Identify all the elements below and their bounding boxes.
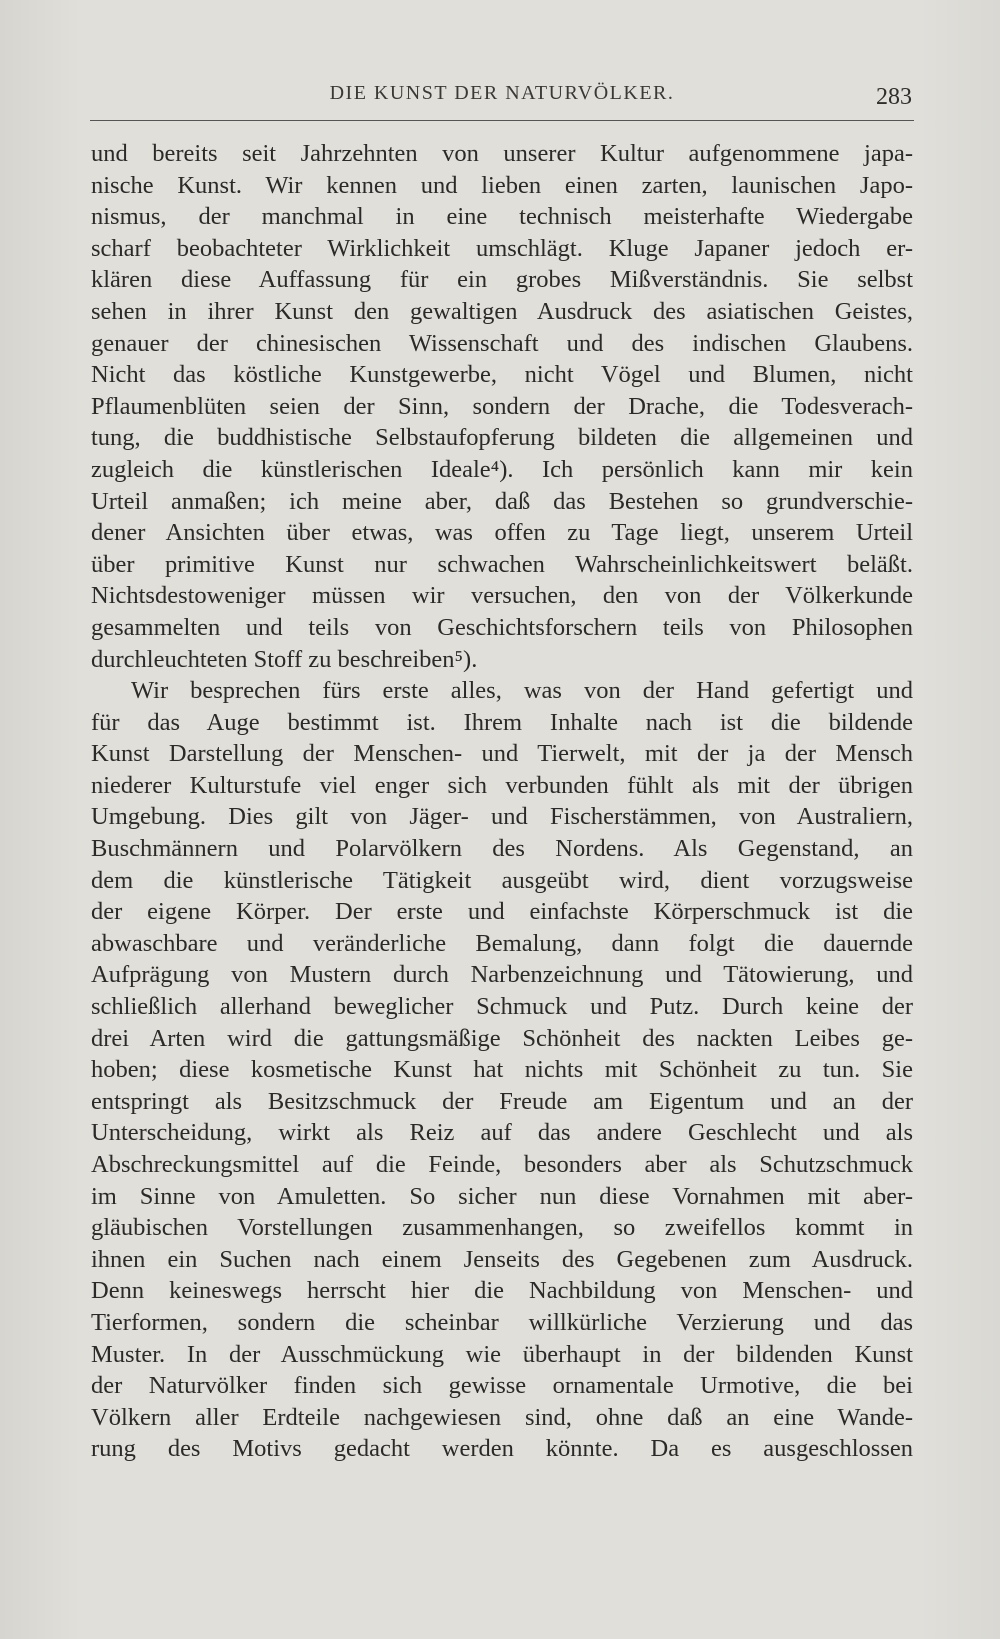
text-line: Nichtsdestoweniger müssen wir versuchen, den von der Völkerkunde	[91, 582, 913, 610]
page-number: 283	[876, 84, 912, 110]
text-line: ihnen ein Suchen nach einem Jenseits des Gegebenen zum Ausdruck.	[91, 1245, 913, 1273]
page-header	[90, 80, 914, 121]
text-line: Umgebung. Dies gilt von Jäger- und Fischerstämmen, von Australiern,	[91, 803, 913, 831]
text-line: Aufprägung von Mustern durch Narbenzeichnung und Tätowierung, und	[91, 961, 913, 989]
text-line: rung des Motivs gedacht werden könnte. Da es ausgeschlossen	[91, 1435, 913, 1463]
text-line: dener Ansichten über etwas, was offen zu Tage liegt, unserem Urteil	[91, 519, 913, 547]
text-line: niederer Kulturstufe viel enger sich verbunden fühlt als mit der übrigen	[91, 771, 913, 799]
text-line: dem die künstlerische Tätigkeit ausgeübt wird, dient vorzugsweise	[91, 866, 913, 894]
text-line: der eigene Körper. Der erste und einfachste Körperschmuck ist die	[91, 898, 913, 926]
text-line: Urteil anmaßen; ich meine aber, daß das Bestehen so grundverschie-	[91, 487, 913, 515]
text-line: Tierformen, sondern die scheinbar willkürliche Verzierung und das	[91, 1308, 913, 1336]
text-line: Pflaumenblüten seien der Sinn, sondern der Drache, die Todesverach-	[91, 392, 913, 420]
text-line: nische Kunst. Wir kennen und lieben einen zarten, launischen Japo-	[91, 171, 913, 199]
text-line: zugleich die künstlerischen Ideale⁴). Ich persönlich kann mir kein	[91, 455, 913, 483]
text-line: schließlich allerhand beweglicher Schmuck und Putz. Durch keine der	[91, 993, 913, 1021]
text-line: im Sinne von Amuletten. So sicher nun diese Vornahmen mit aber-	[91, 1182, 913, 1210]
text-line: über primitive Kunst nur schwachen Wahrscheinlichkeitswert beläßt.	[91, 550, 913, 578]
text-line: nismus, der manchmal in eine technisch meisterhafte Wiedergabe	[91, 203, 913, 231]
text-line: Buschmännern und Polarvölkern des Nordens. Als Gegenstand, an	[91, 835, 913, 863]
text-line: Völkern aller Erdteile nachgewiesen sind, ohne daß an eine Wande-	[91, 1403, 913, 1431]
text-line: hoben; diese kosmetische Kunst hat nichts mit Schönheit zu tun. Sie	[91, 1056, 913, 1084]
text-line: Nicht das köstliche Kunstgewerbe, nicht Vögel und Blumen, nicht	[91, 361, 913, 389]
text-line: durchleuchteten Stoff zu beschreiben⁵).	[91, 645, 478, 673]
running-title: DIE KUNST DER NATURVÖLKER.	[329, 82, 675, 104]
text-line: Unterscheidung, wirkt als Reiz auf das andere Geschlecht und als	[91, 1119, 913, 1147]
text-line: abwaschbare und veränderliche Bemalung, dann folgt die dauernde	[91, 929, 913, 957]
text-line: tung, die buddhistische Selbstaufopferung bildeten die allgemeinen und	[91, 424, 913, 452]
text-line: Denn keineswegs herrscht hier die Nachbildung von Menschen- und	[91, 1277, 913, 1305]
text-line: scharf beobachteter Wirklichkeit umschlägt. Kluge Japaner jedoch er-	[91, 234, 913, 262]
text-line: sehen in ihrer Kunst den gewaltigen Ausdruck des asiatischen Geistes,	[91, 297, 913, 325]
text-line: der Naturvölker finden sich gewisse ornamentale Urmotive, die bei	[91, 1372, 913, 1400]
text-line: und bereits seit Jahrzehnten von unserer Kultur aufgenommene japa-	[91, 140, 913, 167]
text-line: entspringt als Besitzschmuck der Freude am Eigentum und an der	[91, 1087, 913, 1115]
text-line: drei Arten wird die gattungsmäßige Schönheit des nackten Leibes ge-	[91, 1024, 913, 1052]
text-line: klären diese Auffassung für ein grobes Mißverständnis. Sie selbst	[91, 266, 913, 294]
text-line: Abschreckungsmittel auf die Feinde, besonders aber als Schutzschmuck	[91, 1151, 913, 1178]
text-line: gesammelten und teils von Geschichtsforschern teils von Philosophen	[91, 613, 913, 641]
text-line: Kunst Darstellung der Menschen- und Tierwelt, mit der ja der Mensch	[91, 740, 913, 768]
text-line: Muster. In der Ausschmückung wie überhaupt in der bildenden Kunst	[91, 1340, 913, 1368]
text-line: für das Auge bestimmt ist. Ihrem Inhalte nach ist die bildende	[91, 708, 913, 736]
body-text	[91, 138, 913, 1465]
text-line: genauer der chinesischen Wissenschaft und des indischen Glaubens.	[91, 329, 913, 357]
paragraph-first-line: Wir besprechen fürs erste alles, was von der Hand gefertigt und	[131, 677, 913, 705]
text-line: gläubischen Vorstellungen zusammenhangen, so zweifellos kommt in	[91, 1214, 913, 1242]
